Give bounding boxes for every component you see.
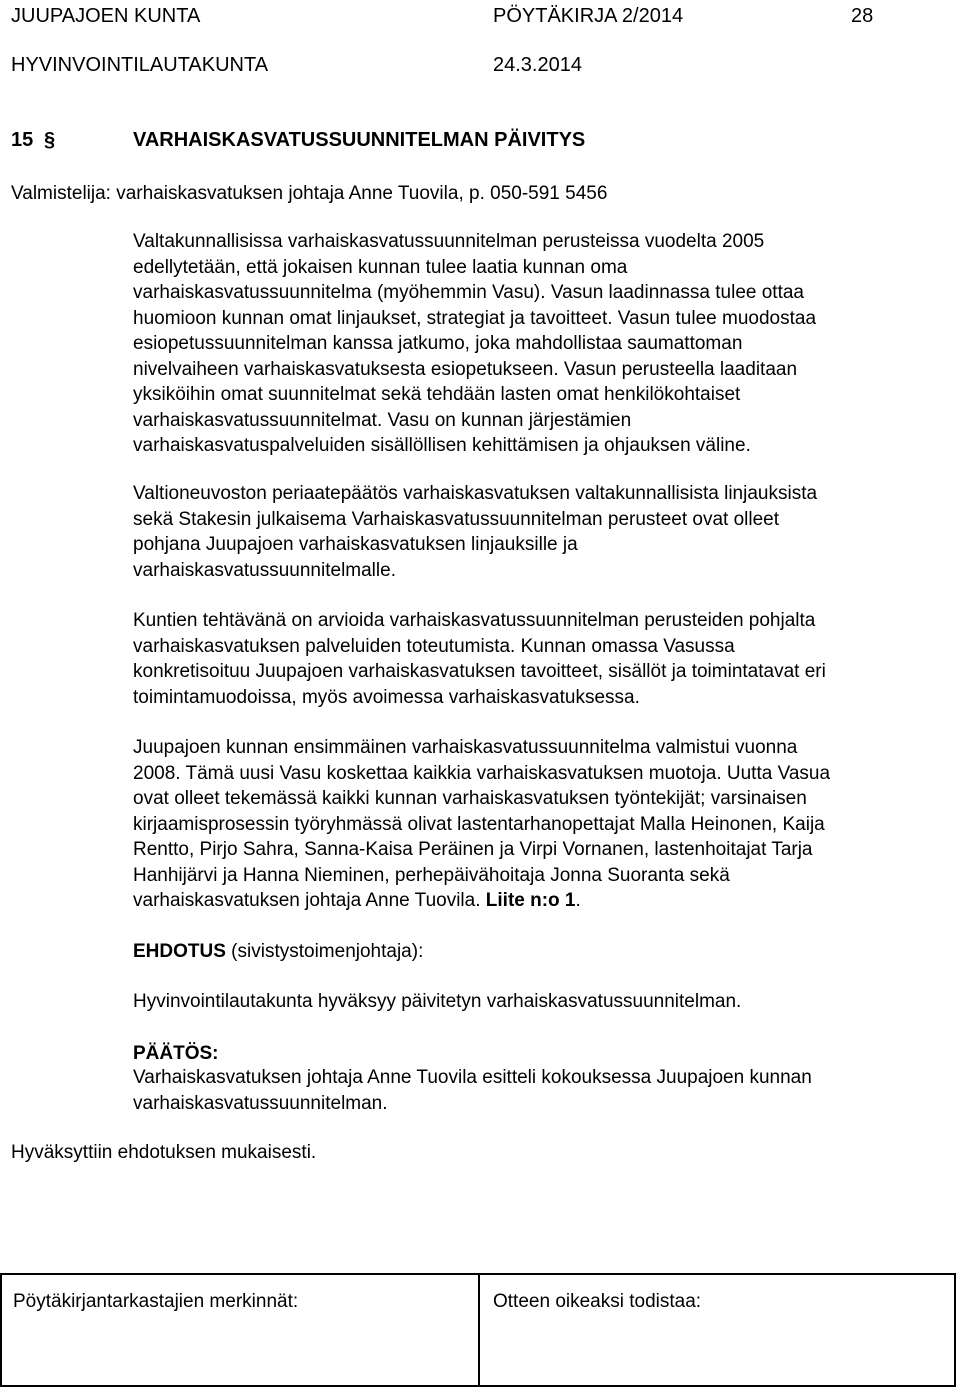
paragraph-line: varhaiskasvatuspalveluiden sisällöllisen kehittämisen ja ohjauksen väline. <box>133 435 751 456</box>
paragraph-line: yksiköihin omat suunnitelmat sekä tehdään lasten omat henkilökohtaiset <box>133 384 741 405</box>
section-title: VARHAISKASVATUSSUUNNITELMAN PÄIVITYS <box>133 129 586 151</box>
header-doc-title: PÖYTÄKIRJA 2/2014 <box>493 5 684 27</box>
paragraph-line: Varhaiskasvatuksen johtaja Anne Tuovila esitteli kokouksessa Juupajoen kunnan <box>133 1067 812 1088</box>
paragraph-line: Valtakunnallisissa varhaiskasvatussuunnitelman perusteissa vuodelta 2005 <box>133 231 765 252</box>
decision-text <box>133 1065 948 1116</box>
paragraph-line: Hanhijärvi ja Hanna Nieminen, perhepäivähoitaja Jonna Suoranta sekä <box>133 864 730 886</box>
header-body: HYVINVOINTILAUTAKUNTA <box>11 54 269 76</box>
paragraph-line: varhaiskasvatussuunnitelmat. Vasu on kunnan järjestämien <box>133 409 632 431</box>
proposal-by: (sivistystoimenjohtaja): <box>225 941 424 962</box>
paragraph-line: Kuntien tehtävänä on arvioida varhaiskasvatussuunnitelman perusteiden pohjalta <box>133 610 816 631</box>
footer-reviewers-label: Pöytäkirjantarkastajien merkinnät: <box>13 1291 299 1312</box>
attachment-reference: Liite n:o 1 <box>485 890 576 911</box>
paragraph-line: kirjaamisprosessin työryhmässä olivat lastentarhanopettajat Malla Heinonen, Kaija <box>133 813 825 835</box>
paragraph-line: sekä Stakesin julkaisema Varhaiskasvatussuunnitelman perusteet ovat olleet <box>133 508 779 530</box>
paragraph-text: varhaiskasvatuksen johtaja Anne Tuovila. <box>133 890 486 911</box>
header-page-number: 28 <box>851 5 874 27</box>
decision-label: PÄÄTÖS: <box>133 1043 219 1064</box>
paragraph-3 <box>133 608 948 710</box>
paragraph-line: Juupajoen kunnan ensimmäinen varhaiskasvatussuunnitelma valmistui vuonna <box>133 737 798 758</box>
paragraph-line: edellytetään, että jokaisen kunnan tulee laatia kunnan oma <box>133 256 628 278</box>
footer-signature-box <box>0 1273 956 1387</box>
paragraph-line: varhaiskasvatussuunnitelmalle. <box>133 559 396 581</box>
paragraph-end: . <box>575 890 581 911</box>
paragraph-line: Valtioneuvoston periaatepäätös varhaiskasvatuksen valtakunnallisista linjauksista <box>133 483 818 504</box>
paragraph-4 <box>133 735 948 914</box>
paragraph-1 <box>133 229 948 459</box>
approval-text: Hyväksyttiin ehdotuksen mukaisesti. <box>11 1142 317 1163</box>
paragraph-line: konkretisoituu Juupajoen varhaiskasvatuksen tavoitteet, sisällöt ja toimintatavat eri <box>133 661 826 682</box>
paragraph-line: nivelvaiheen varhaiskasvatuksesta esiopetukseen. Vasun perusteella laaditaan <box>133 358 798 380</box>
proposal-label: EHDOTUS <box>133 941 226 962</box>
section-number: 15 <box>11 129 34 151</box>
preparer-line: Valmistelija: varhaiskasvatuksen johtaja Anne Tuovila, p. 050-591 5456 <box>11 183 608 204</box>
proposal-heading <box>133 939 423 965</box>
section-symbol: § <box>44 129 56 151</box>
paragraph-line: huomioon kunnan omat linjaukset, strategiat ja tavoitteet. Vasun tulee muodostaa <box>133 307 817 329</box>
paragraph-line: toimintamuodoissa, myös avoimessa varhaiskasvatuksessa. <box>133 686 640 708</box>
paragraph-line: esiopetussuunnitelman kanssa jatkumo, joka mahdollistaa saumattoman <box>133 333 743 354</box>
paragraph-line: varhaiskasvatussuunnitelma (myöhemmin Vasu). Vasun laadinnassa tulee ottaa <box>133 282 804 303</box>
paragraph-line: ovat olleet tekemässä kaikki kunnan varhaiskasvatuksen työntekijät; varsinaisen <box>133 788 807 809</box>
paragraph-line: varhaiskasvatuksen palveluiden toteutumista. Kunnan omassa Vasussa <box>133 635 735 657</box>
header-date: 24.3.2014 <box>493 54 582 76</box>
paragraph-line: 2008. Tämä uusi Vasu koskettaa kaikkia varhaiskasvatuksen muotoja. Uutta Vasua <box>133 762 831 784</box>
paragraph-line: pohjana Juupajoen varhaiskasvatuksen linjauksille ja <box>133 534 578 555</box>
footer-certification-label: Otteen oikeaksi todistaa: <box>493 1291 702 1312</box>
footer-divider <box>478 1275 480 1385</box>
header-org: JUUPAJOEN KUNTA <box>11 5 201 27</box>
paragraph-2 <box>133 481 948 583</box>
paragraph-line: Rentto, Pirjo Sahra, Sanna-Kaisa Peräinen ja Virpi Vornanen, lastenhoitajat Tarja <box>133 839 813 860</box>
paragraph-line-last <box>133 888 948 914</box>
paragraph-line: varhaiskasvatussuunnitelman. <box>133 1092 388 1114</box>
proposal-text: Hyvinvointilautakunta hyväksyy päivitetyn varhaiskasvatussuunnitelman. <box>133 991 742 1012</box>
